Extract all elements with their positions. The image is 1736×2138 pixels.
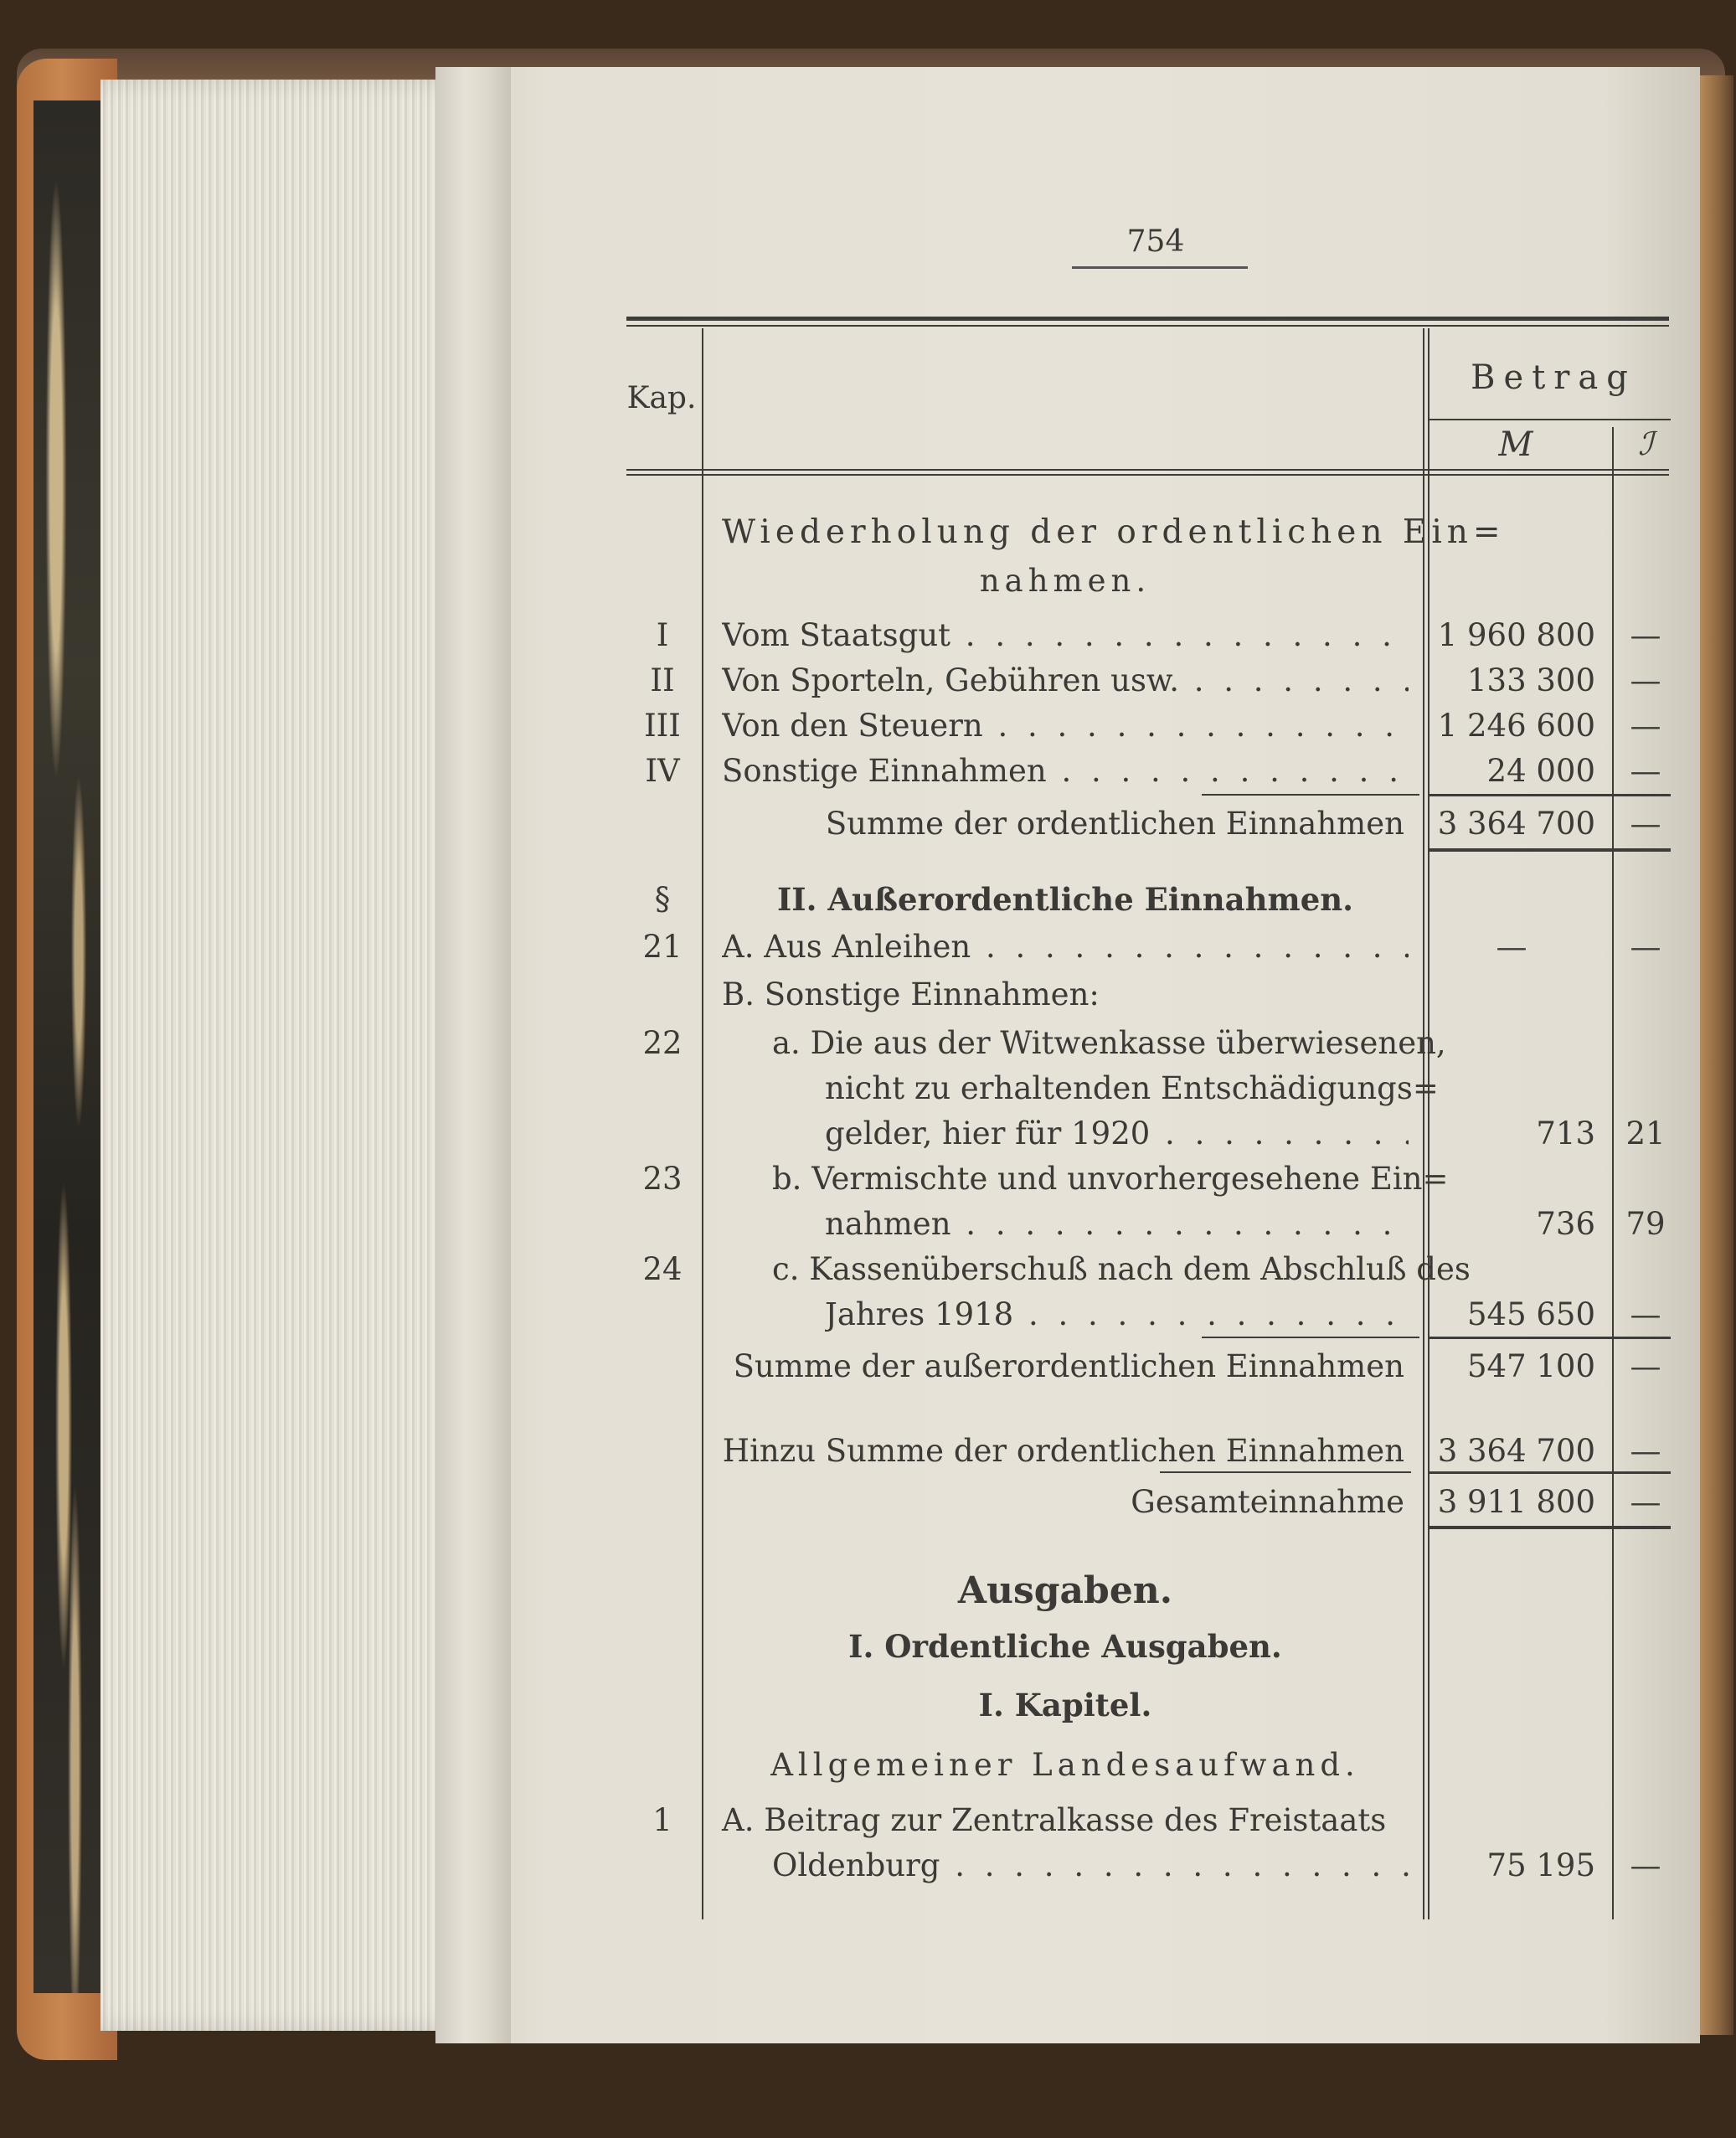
row-text: a. Die aus der Witwenkasse überwiesenen,	[772, 1025, 1446, 1061]
header-kap: Kap.	[626, 381, 697, 415]
row-pfennig: —	[1630, 1484, 1661, 1520]
row-kap: I	[656, 617, 669, 653]
page-number: 754	[1126, 224, 1185, 259]
table-row	[0, 1157, 1736, 1201]
row-text: Sonstige Einnahmen . . .	[722, 750, 1409, 793]
row-pfennig: —	[1630, 753, 1661, 789]
row-pfennig: 79	[1625, 1206, 1666, 1242]
table-top-rule-thin	[626, 325, 1669, 327]
row-kap: II	[650, 662, 675, 698]
table-row	[0, 511, 1736, 554]
row-text: c. Kassenüberschuß nach dem Abschluß des	[772, 1251, 1471, 1287]
table-row	[0, 1683, 1736, 1727]
row-text: nahmen . . .	[825, 1203, 1409, 1246]
row-mark: 3 911 800	[1437, 1484, 1595, 1520]
table-row	[0, 750, 1736, 793]
table-row	[0, 1566, 1736, 1616]
table-row	[0, 1112, 1736, 1156]
table-row	[0, 1022, 1736, 1065]
sum-rule-1m	[1428, 794, 1671, 796]
row-kap: III	[644, 708, 681, 744]
sum-rule-2	[1202, 1337, 1419, 1338]
row-text: Vom Staatsgut . . .	[722, 614, 1409, 657]
chapter-heading: I. Kapitel.	[978, 1687, 1152, 1723]
table-row	[0, 559, 1736, 603]
table-row	[0, 1248, 1736, 1291]
sum-rule-1	[1202, 794, 1419, 796]
header-bottom-rule	[626, 469, 1669, 471]
betrag-subrule	[1428, 419, 1671, 420]
chapter-title: Allgemeiner Landesaufwand.	[770, 1747, 1360, 1783]
table-row	[0, 1481, 1736, 1524]
row-mark: 1 960 800	[1437, 617, 1595, 653]
row-text: nahmen.	[979, 563, 1151, 599]
table-row	[0, 1799, 1736, 1842]
row-text: B. Sonstige Einnahmen:	[722, 976, 1100, 1012]
table-row	[0, 1067, 1736, 1110]
row-kap: §	[654, 881, 671, 917]
row-pfennig: —	[1630, 662, 1661, 698]
row-pfennig: —	[1630, 1847, 1661, 1883]
table-row	[0, 973, 1736, 1017]
row-mark: 547 100	[1466, 1348, 1595, 1384]
row-text: Jahres 1918 . . .	[825, 1293, 1409, 1337]
row-text: Gesamteinnahme	[1131, 1484, 1404, 1520]
page-number-underline	[1072, 266, 1248, 269]
row-mark: 1 246 600	[1437, 708, 1595, 744]
table-top-rule	[626, 317, 1669, 321]
header-bottom-rule-2	[626, 474, 1669, 476]
table-row	[0, 802, 1736, 846]
row-mark: 75 195	[1486, 1847, 1595, 1883]
row-text: Wiederholung der ordentlichen Ein=	[722, 513, 1506, 551]
row-pfennig: —	[1630, 806, 1661, 842]
table-row	[0, 1345, 1736, 1388]
row-mark: 133 300	[1466, 662, 1595, 698]
table-row	[0, 1844, 1736, 1888]
table-row	[0, 1744, 1736, 1787]
row-text: b. Vermischte und unvorhergesehene Ein=	[772, 1161, 1449, 1197]
header-pfennig: ℐ	[1638, 425, 1653, 462]
sum-rule-3b	[1428, 1526, 1671, 1529]
sum-rule-2m	[1428, 1337, 1671, 1339]
row-text: A. Aus Anleihen . . .	[722, 925, 1409, 969]
row-pfennig: —	[1630, 708, 1661, 744]
row-text: Summe der ordentlichen Einnahmen	[825, 806, 1404, 842]
table-row	[0, 614, 1736, 657]
table-row	[0, 1203, 1736, 1246]
row-pfennig: —	[1630, 1348, 1661, 1384]
row-text: nicht zu erhaltenden Entschädigungs=	[825, 1070, 1439, 1106]
table-row	[0, 659, 1736, 703]
row-kap: 23	[642, 1161, 683, 1197]
row-kap: 24	[642, 1251, 683, 1287]
row-pfennig: —	[1630, 1296, 1661, 1332]
header-mark: M	[1498, 425, 1533, 464]
section-heading: I. Ordentliche Ausgaben.	[848, 1628, 1282, 1665]
row-mark: 24 000	[1486, 753, 1595, 789]
row-text: Von den Steuern . . .	[722, 704, 1409, 748]
table-row	[0, 1430, 1736, 1473]
section-heading-ausgaben: Ausgaben.	[957, 1569, 1173, 1612]
row-mark: 713	[1536, 1115, 1595, 1151]
table-row	[0, 1293, 1736, 1337]
row-kap: IV	[645, 753, 680, 789]
row-text: Oldenburg . . .	[772, 1844, 1409, 1888]
row-mark: —	[1496, 929, 1527, 965]
section-heading: II. Außerordentliche Einnahmen.	[776, 881, 1354, 918]
row-pfennig: 21	[1625, 1115, 1666, 1151]
row-kap: 22	[642, 1025, 683, 1061]
row-text: gelder, hier für 1920 . . .	[825, 1112, 1409, 1156]
row-mark: 545 650	[1466, 1296, 1595, 1332]
header-betrag: Betrag	[1471, 358, 1636, 397]
row-pfennig: —	[1630, 929, 1661, 965]
table-row	[0, 878, 1736, 921]
row-kap: 1	[652, 1802, 672, 1838]
sum-rule-1m-b	[1428, 848, 1671, 852]
row-mark: 3 364 700	[1437, 806, 1595, 842]
table-row	[0, 925, 1736, 969]
table-row	[0, 1625, 1736, 1668]
row-text: Summe der außerordentlichen Einnahmen	[733, 1348, 1404, 1384]
row-kap: 21	[642, 929, 683, 965]
table-row	[0, 704, 1736, 748]
row-pfennig: —	[1630, 1433, 1661, 1469]
row-pfennig: —	[1630, 617, 1661, 653]
row-mark: 736	[1536, 1206, 1595, 1242]
row-text: Von Sporteln, Gebühren usw. . . .	[722, 659, 1409, 703]
row-mark: 3 364 700	[1437, 1433, 1595, 1469]
row-text: Hinzu Summe der ordentlichen Einnahmen	[722, 1433, 1404, 1469]
row-text: A. Beitrag zur Zentralkasse des Freistaats	[722, 1802, 1387, 1838]
